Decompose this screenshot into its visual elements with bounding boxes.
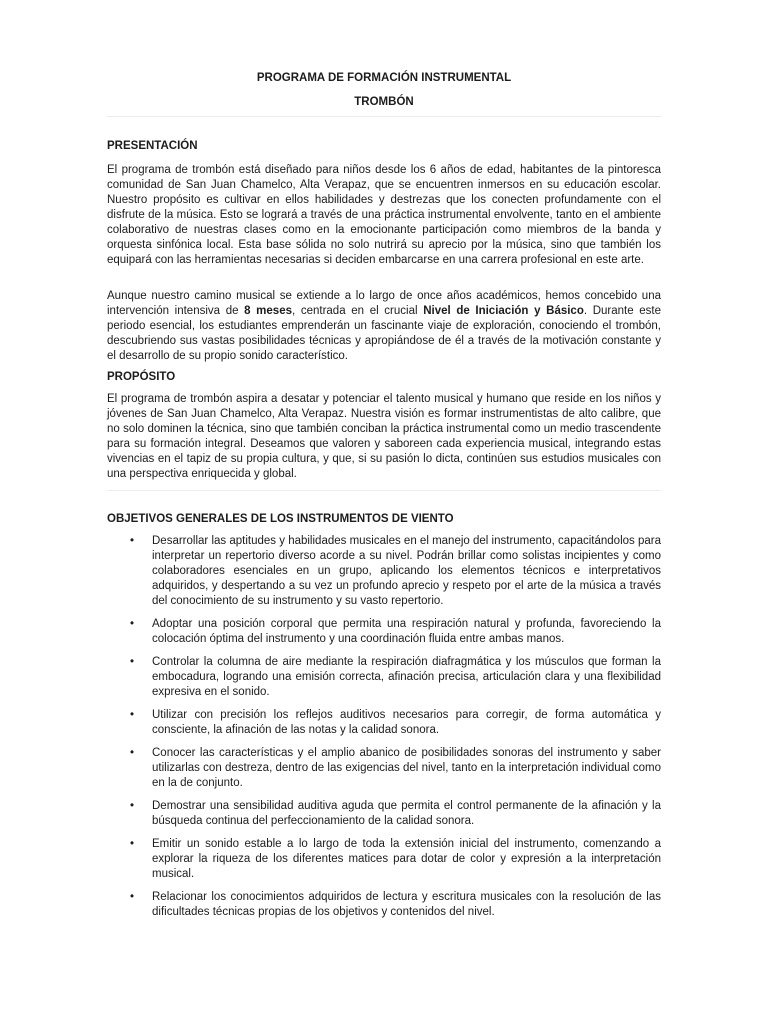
proposito-paragraph: El programa de trombón aspira a desatar y potenciar el talento musical y humano que reside en los niños y jóvenes de San Juan Chamelco, Alta Verapaz. Nuestra visión es formar instrumentistas de alto calibre, que no solo dominen la técnica, sino que también conciban la práctica instrumental como un medio trascendente para su formación integral. Deseamos que valoren y saboreen cada experiencia musical, integrando estas vivencias en el tapiz de su propia cultura, y que, si su pasión lo dicta, continúen sus estudios musicales con una perspectiva enriquecida y global. (107, 393, 661, 480)
text-span: . Durante este periodo esencial, los estudiantes emprenderán un fascinante viaje de exploración, conociendo el trombón, descubriendo sus vastas posibilidades técnicas y apropiándose de él a través de la motivación constante y el desarrollo de su propio sonido característico. (107, 305, 662, 362)
bullet-icon: • (130, 891, 135, 903)
document-subtitle: TROMBÓN (354, 96, 414, 108)
list-item-text: Desarrollar las aptitudes y habilidades musicales en el manejo del instrumento, capacitándolos para interpretar un repertorio diverso acorde a su nivel. Podrán brillar como solistas incipientes y como colaboradores esenciales en un grupo, aplicando los elementos técnicos e interpretativos adquiridos, y despertando a su vez un profundo aprecio y respeto por el arte de la música a través del conocimiento de su instrumento y su vasto repertorio. (152, 535, 661, 607)
bullet-icon: • (130, 838, 135, 850)
section-heading-objetivos: OBJETIVOS GENERALES DE LOS INSTRUMENTOS DE VIENTO (107, 513, 454, 525)
list-item-text: Conocer las características y el amplio abanico de posibilidades sonoras del instrumento y saber utilizarlas con destreza, dentro de las exigencias del nivel, tanto en la interpretación individual como en la de conjunto. (152, 747, 661, 789)
bullet-icon: • (130, 800, 135, 812)
text-span: Aunque nuestro camino musical se extiende a lo largo de once años académicos, hemos concebido una intervención intensiva de (107, 290, 661, 317)
section-heading-presentacion: PRESENTACIÓN (107, 140, 198, 152)
list-item (107, 799, 661, 829)
list-item (107, 746, 661, 791)
bold-level: Nivel de Iniciación y Básico (423, 305, 584, 317)
list-item-text: Emitir un sonido estable a lo largo de toda la extensión inicial del instrumento, comenzando a explorar la riqueza de los diferentes matices para dotar de color y expresión a la interpretación musical. (152, 838, 661, 880)
list-item-text: Demostrar una sensibilidad auditiva aguda que permita el control permanente de la afinación y la búsqueda continua del perfeccionamiento de la calidad sonora. (152, 800, 661, 827)
bullet-icon: • (130, 535, 135, 547)
list-item-text: Relacionar los conocimientos adquiridos de lectura y escritura musicales con la resolución de las dificultades técnicas propias de los objetivos y contenidos del nivel. (152, 891, 661, 918)
list-item (107, 534, 661, 609)
presentacion-paragraph-2 (107, 289, 661, 364)
list-item (107, 708, 661, 738)
list-item-text: Controlar la columna de aire mediante la respiración diafragmática y los músculos que forman la embocadura, logrando una emisión correcta, afinación precisa, articulación clara y una flexibilidad expresiva en el sonido. (152, 656, 661, 698)
list-item (107, 837, 661, 882)
document-title: PROGRAMA DE FORMACIÓN INSTRUMENTAL (256, 72, 512, 84)
bold-duration: 8 meses (244, 305, 292, 317)
list-item (107, 890, 661, 920)
list-item (107, 617, 661, 647)
divider (107, 490, 661, 491)
list-item-text: Adoptar una posición corporal que permita una respiración natural y profunda, favoreciendo la colocación óptima del instrumento y una coordinación fluida entre ambas manos. (152, 618, 661, 645)
text-span: , centrada en el crucial (292, 305, 424, 317)
bullet-icon: • (130, 747, 135, 759)
bullet-icon: • (130, 656, 135, 668)
bullet-icon: • (130, 618, 135, 630)
divider (107, 116, 661, 117)
section-heading-proposito: PROPÓSITO (107, 371, 176, 383)
presentacion-paragraph-1: El programa de trombón está diseñado para niños desde los 6 años de edad, habitantes de la pintoresca comunidad de San Juan Chamelco, Alta Verapaz, que se encuentren inmersos en su educación escolar. Nuestro propósito es cultivar en ellos habilidades y destrezas que los conecten profundamente con el disfrute de la música. Esto se logrará a través de una práctica instrumental envolvente, tanto en el ambiente colaborativo de nuestras clases como en la emocionante participación como miembros de la banda y orquesta sinfónica local. Esta base sólida no solo nutrirá su aprecio por la música, sino que también los equipará con las herramientas necesarias si deciden embarcarse en una carrera profesional en este arte. (107, 164, 661, 266)
bullet-icon: • (130, 709, 135, 721)
list-item (107, 655, 661, 700)
objectives-list (107, 534, 661, 928)
list-item-text: Utilizar con precisión los reflejos auditivos necesarios para corregir, de forma automática y consciente, la afinación de las notas y la calidad sonora. (152, 709, 661, 736)
